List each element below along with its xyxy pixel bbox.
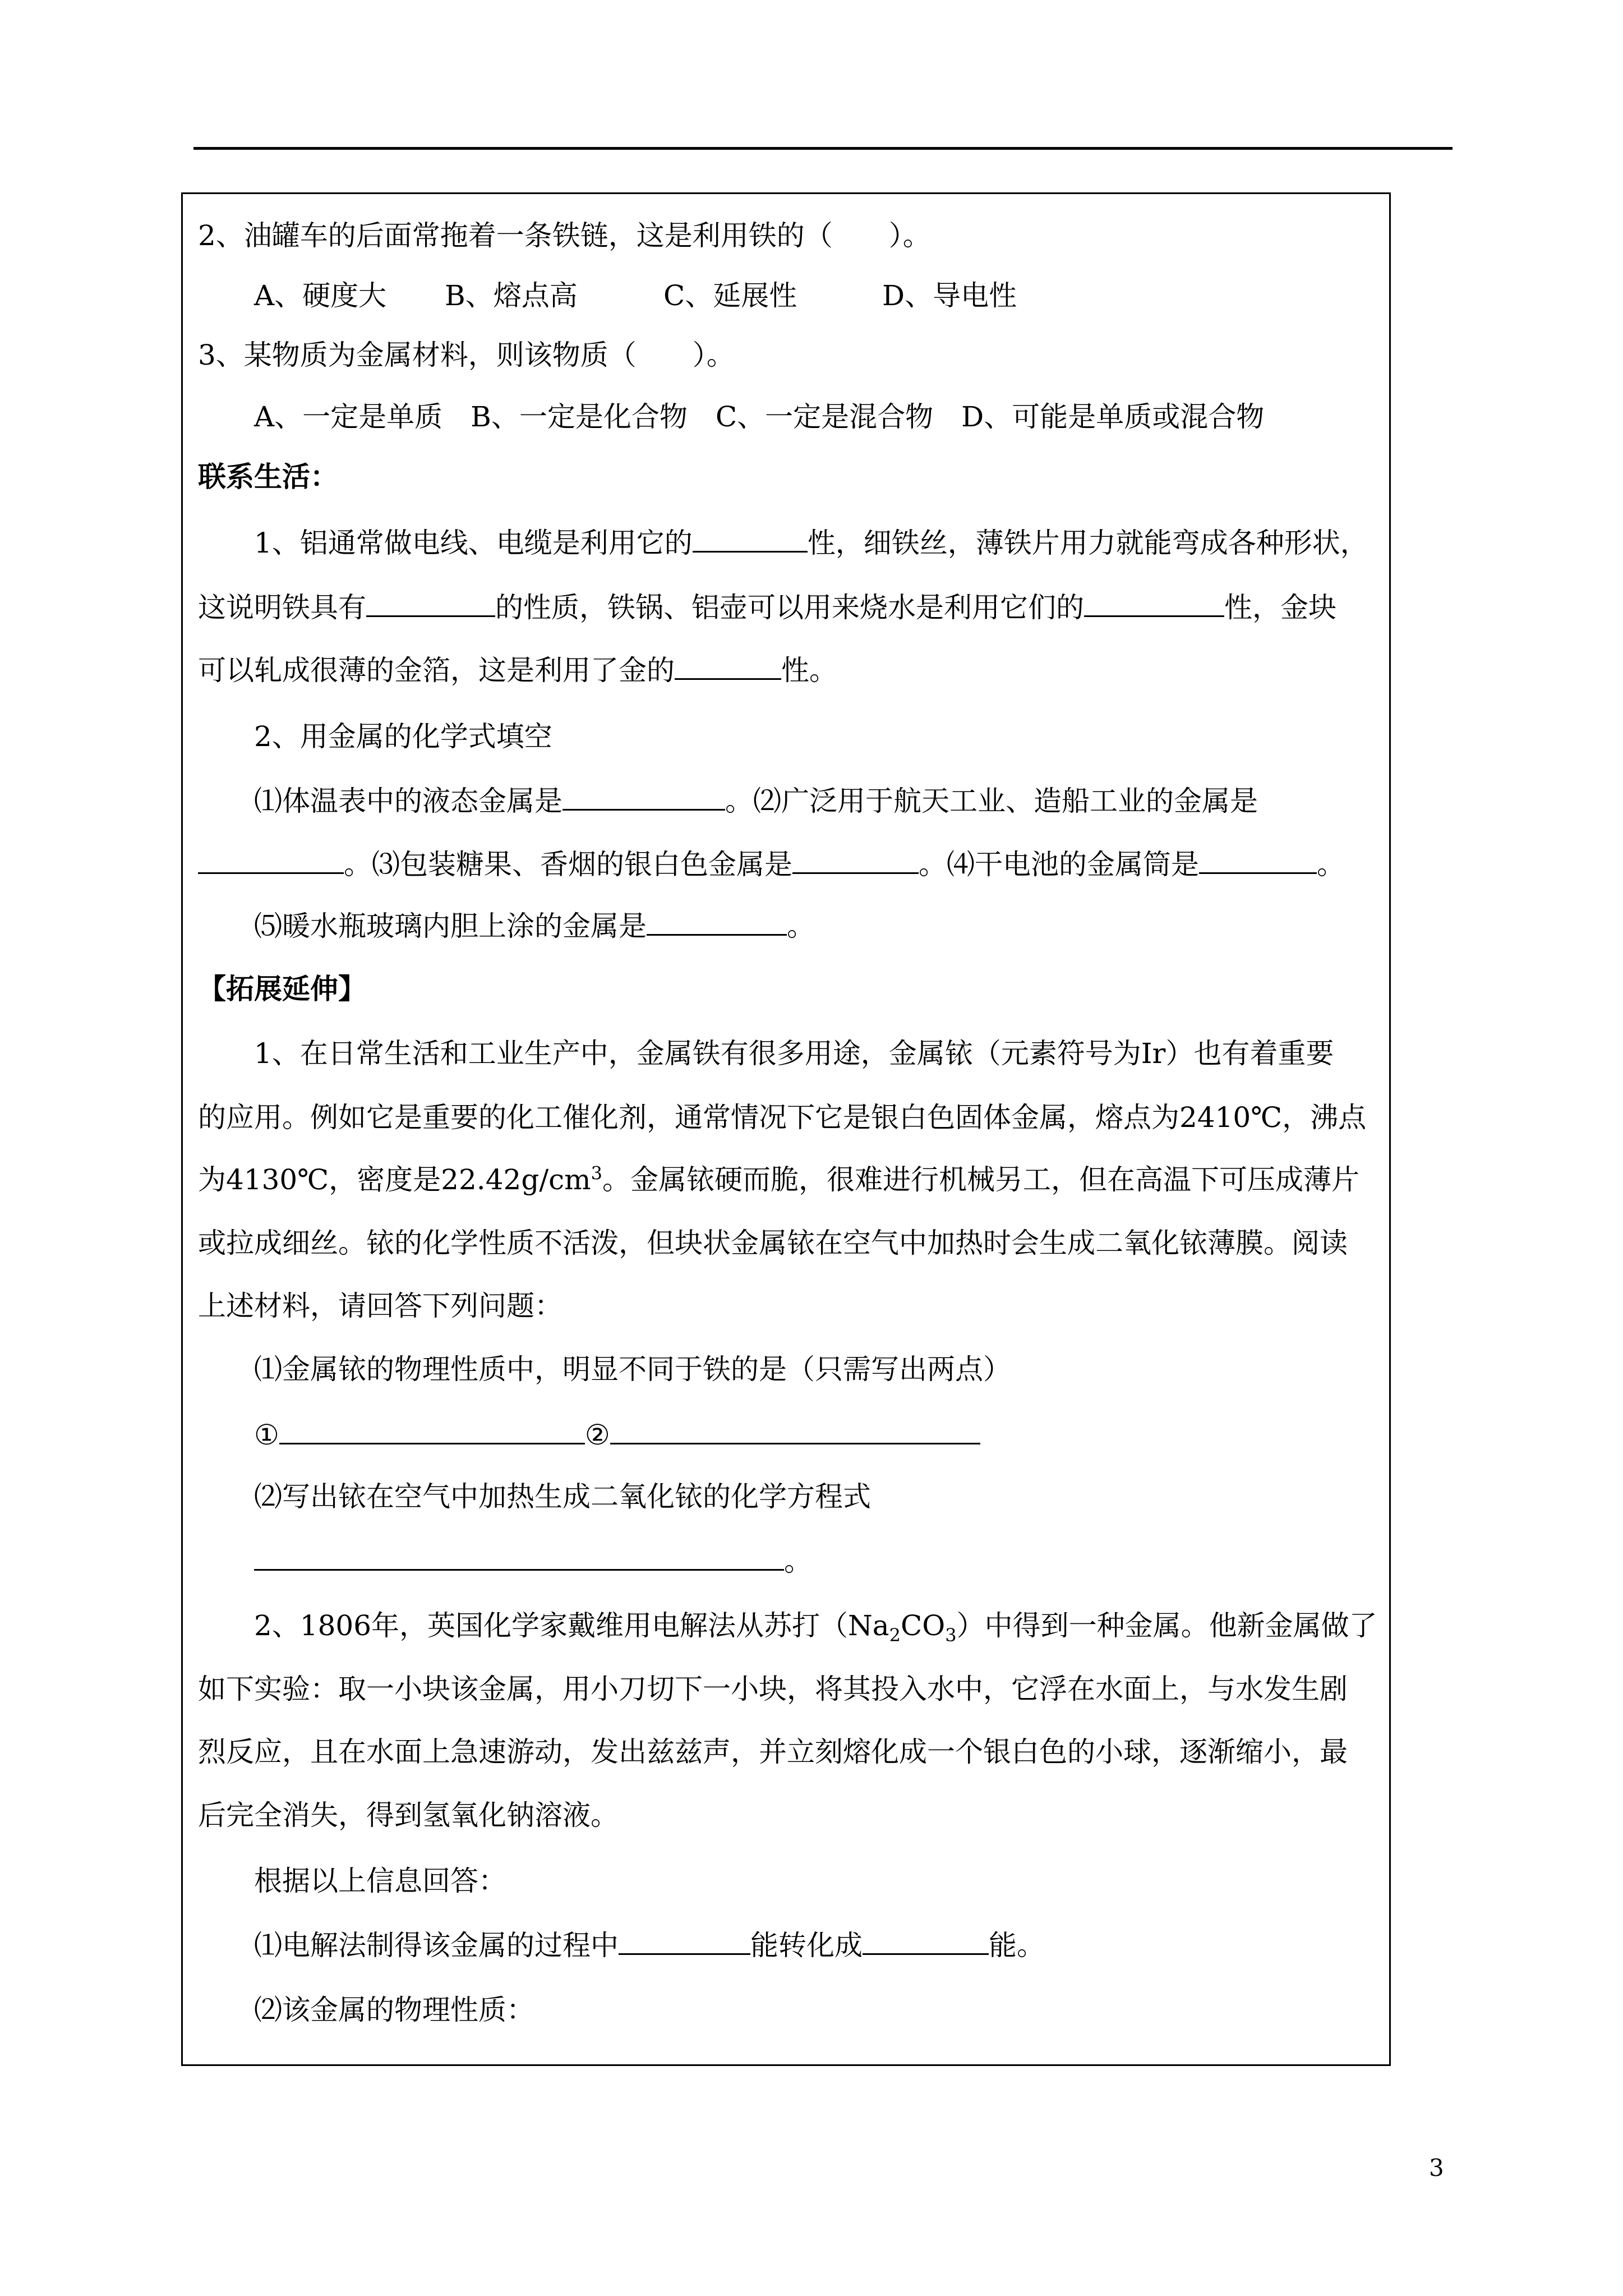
ext-p1-line4: 或拉成细丝。铱的化学性质不活泼，但块状金属铱在空气中加热时会生成二氧化铱薄膜。阅读 bbox=[198, 1227, 1348, 1259]
blank-aerospace-metal[interactable] bbox=[198, 846, 344, 874]
ext-p2-line1: 2、1806年，英国化学家戴维用电解法从苏打$(Na_2CO_3)$中得到一种金属。他新金属做了 bbox=[254, 1609, 1377, 1646]
ext-heading: 【拓展延伸】 bbox=[198, 973, 366, 1005]
blank-battery-metal[interactable] bbox=[1199, 846, 1317, 874]
blank-foil-metal[interactable] bbox=[792, 846, 919, 874]
q2-options bbox=[254, 278, 1017, 314]
fill-line3: ⑸暖水瓶玻璃内胆上涂的金属是 。 bbox=[254, 908, 815, 944]
q2-option-d: D、导电性 bbox=[882, 279, 1017, 312]
ext-e2: ⑵该金属的物理性质： bbox=[254, 1994, 534, 2026]
life-p1-line2: 这说明铁具有 的性质，铁锅、铝壶可以用来烧水是利用它们的 性，金块 bbox=[198, 590, 1336, 625]
life-p1-line1: 1、铝通常做电线、电缆是利用它的 性，细铁丝，薄铁片用力就能弯成各种形状， bbox=[254, 525, 1368, 561]
blank-thermos-metal[interactable] bbox=[647, 908, 787, 936]
blank-gold-property[interactable] bbox=[675, 652, 781, 680]
blank-energy-from[interactable] bbox=[619, 1927, 750, 1955]
worksheet-box bbox=[181, 192, 1391, 2066]
blank-heat-conduction[interactable] bbox=[1084, 590, 1224, 617]
ext-e1: ⑴电解法制得该金属的过程中 能转化成 能。 bbox=[254, 1927, 1045, 1963]
q2-option-c: C、延展性 bbox=[663, 279, 797, 312]
blank-thermometer-metal[interactable] bbox=[562, 783, 725, 811]
ext-q1-answers: ① ② bbox=[254, 1417, 980, 1453]
fill-line1: ⑴体温表中的液态金属是 。⑵广泛用于航天工业、造船工业的金属是 bbox=[254, 783, 1258, 819]
fill-line2: 。⑶包装糖果、香烟的银白色金属是 。⑷干电池的金属筒是 。 bbox=[198, 846, 1345, 882]
q2-stem: 2、油罐车的后面常拖着一条铁链，这是利用铁的（ ）。 bbox=[198, 219, 931, 252]
ext-p2-line2: 如下实验：取一小块该金属，用小刀切下一小块，将其投入水中，它浮在水面上，与水发生剧 bbox=[198, 1673, 1348, 1705]
q2-option-a: A、硬度大 bbox=[254, 279, 387, 312]
ext-q1: ⑴金属铱的物理性质中，明显不同于铁的是（只需写出两点） bbox=[254, 1353, 1011, 1386]
ext-p1-line1: 1、在日常生活和工业生产中，金属铁有很多用途，金属铱（元素符号为Ir）也有着重要 bbox=[254, 1037, 1334, 1070]
blank-iridium-property-1[interactable] bbox=[279, 1417, 585, 1444]
ext-p2-line4: 后完全消失，得到氢氧化钠溶液。 bbox=[198, 1799, 619, 1832]
q3-stem: 3、某物质为金属材料，则该物质（ ）。 bbox=[198, 339, 735, 371]
life-heading: 联系生活： bbox=[198, 461, 338, 493]
ext-q2: ⑵写出铱在空气中加热生成二氧化铱的化学方程式 bbox=[254, 1480, 871, 1513]
life-p2: 2、用金属的化学式填空 bbox=[254, 720, 552, 753]
header-rule bbox=[193, 147, 1453, 150]
blank-iridium-property-2[interactable] bbox=[610, 1417, 980, 1444]
life-p1-line3: 可以轧成很薄的金箔，这是利用了金的 性。 bbox=[198, 652, 837, 688]
ext-p1-line2: 的应用。例如它是重要的化工催化剂，通常情况下它是银白色固体金属，熔点为2410℃，沸点 bbox=[198, 1101, 1367, 1134]
q3-options: A、一定是单质 B、一定是化合物 C、一定是混合物 D、可能是单质或混合物 bbox=[254, 401, 1265, 433]
blank-equation[interactable] bbox=[254, 1543, 784, 1571]
blank-conductivity[interactable] bbox=[693, 525, 808, 553]
ext-q2-answer: 。 bbox=[254, 1543, 812, 1579]
blank-energy-to[interactable] bbox=[863, 1927, 989, 1955]
blank-iron-property[interactable] bbox=[366, 590, 495, 617]
page-number: 3 bbox=[1429, 2154, 1444, 2182]
ext-p1-line5: 上述材料，请回答下列问题： bbox=[198, 1290, 562, 1322]
ext-p1-line3: 为4130℃，密度是$22.42g/cm^3$。金属铱硬而脆，很难进行机械另工，但在高温下可压成薄片 bbox=[198, 1162, 1359, 1196]
ext-p2-line3: 烈反应，且在水面上急速游动，发出兹兹声，并立刻熔化成一个银白色的小球，逐渐缩小，最 bbox=[198, 1736, 1348, 1768]
q2-option-b: B、熔点高 bbox=[445, 279, 578, 312]
ext-p3: 根据以上信息回答： bbox=[254, 1865, 506, 1897]
